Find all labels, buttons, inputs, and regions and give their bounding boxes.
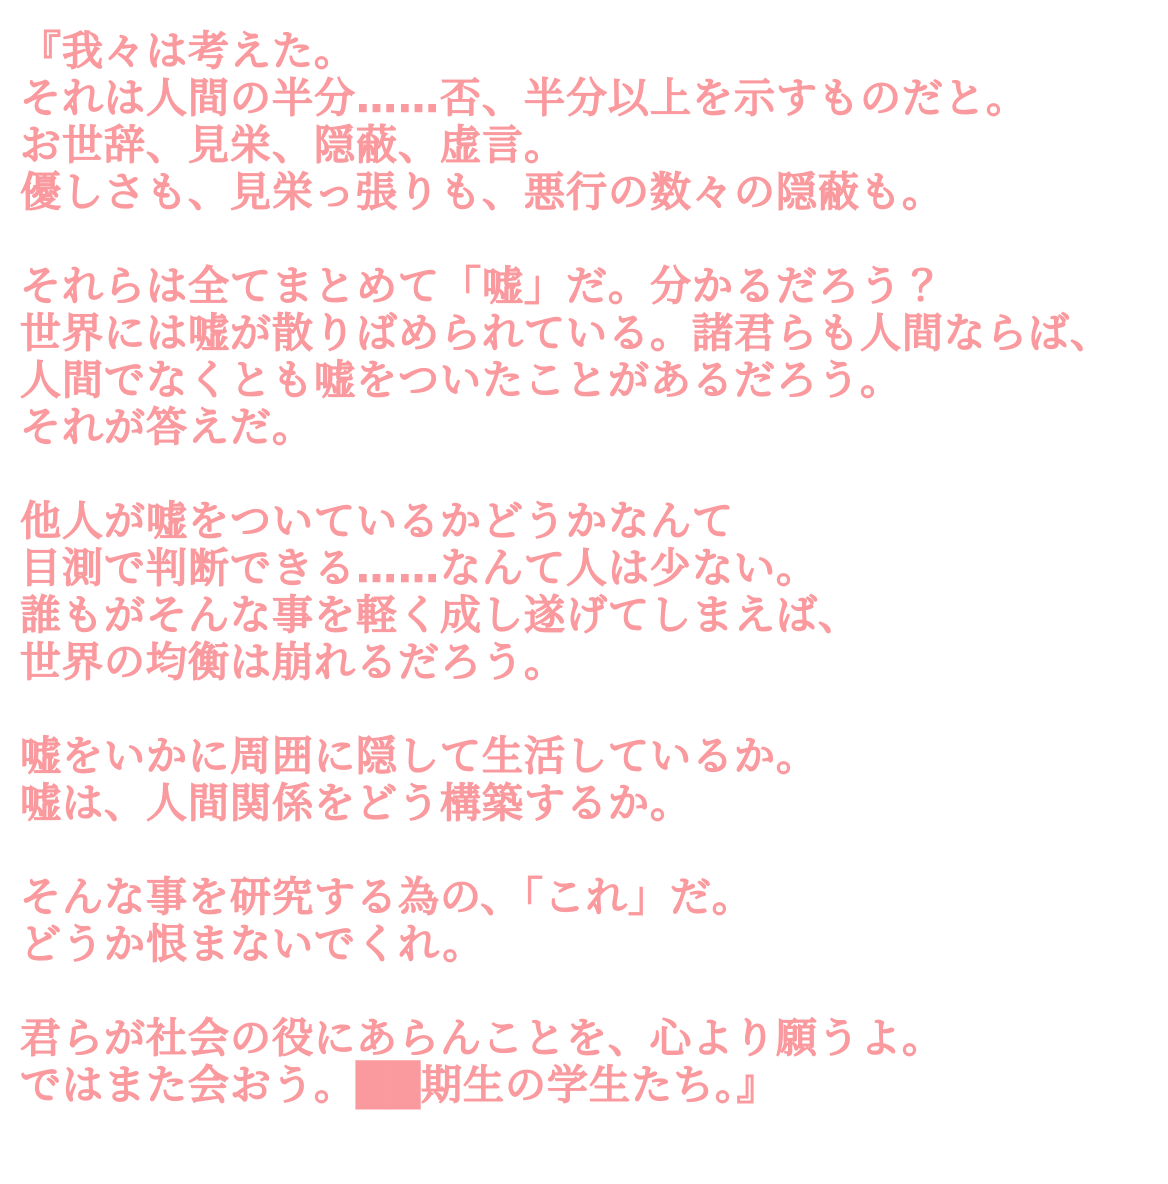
- text-line: ではまた会おう。██期生の学生たち。』: [20, 1061, 779, 1109]
- paragraph: [20, 733, 1152, 827]
- text-line: 目測で判断できる……なんて人は少ない。: [20, 544, 818, 592]
- text-line: 世界の均衡は崩れるだろう。: [20, 638, 566, 686]
- paragraph: [20, 498, 1152, 686]
- paragraph: [20, 28, 1152, 216]
- text-line: そんな事を研究する為の、「これ」だ。: [20, 873, 754, 921]
- text-line: 世界には嘘が散りばめられている。諸君らも人間ならば、: [20, 309, 1112, 357]
- paragraph: [20, 1015, 1152, 1109]
- text-line: 『我々は考えた。: [20, 27, 356, 75]
- text-line: どうか恨まないでくれ。: [20, 920, 485, 968]
- text-line: それらは全てまとめて「嘘」だ。分かるだろう？: [20, 262, 944, 310]
- text-line: 人間でなくとも嘘をついたことがあるだろう。: [20, 356, 902, 404]
- text-line: お世辞、見栄、隠蔽、虚言。: [20, 121, 566, 169]
- text-line: 他人が嘘をついているかどうかなんて: [20, 497, 734, 545]
- text-line: 君らが社会の役にあらんことを、心より願うよ。: [20, 1014, 944, 1062]
- text-line: 嘘をいかに周囲に隠して生活しているか。: [20, 732, 818, 780]
- paragraph: [20, 874, 1152, 968]
- dialogue-text: [20, 28, 1152, 1109]
- text-line: それは人間の半分……否、半分以上を示すものだと。: [20, 74, 1028, 122]
- text-line: 誰もがそんな事を軽く成し遂げてしまえば、: [20, 591, 860, 639]
- text-line: それが答えだ。: [20, 403, 314, 451]
- paragraph: [20, 263, 1152, 451]
- text-line: 嘘は、人間関係をどう構築するか。: [20, 779, 692, 827]
- text-line: 優しさも、見栄っ張りも、悪行の数々の隠蔽も。: [20, 168, 944, 216]
